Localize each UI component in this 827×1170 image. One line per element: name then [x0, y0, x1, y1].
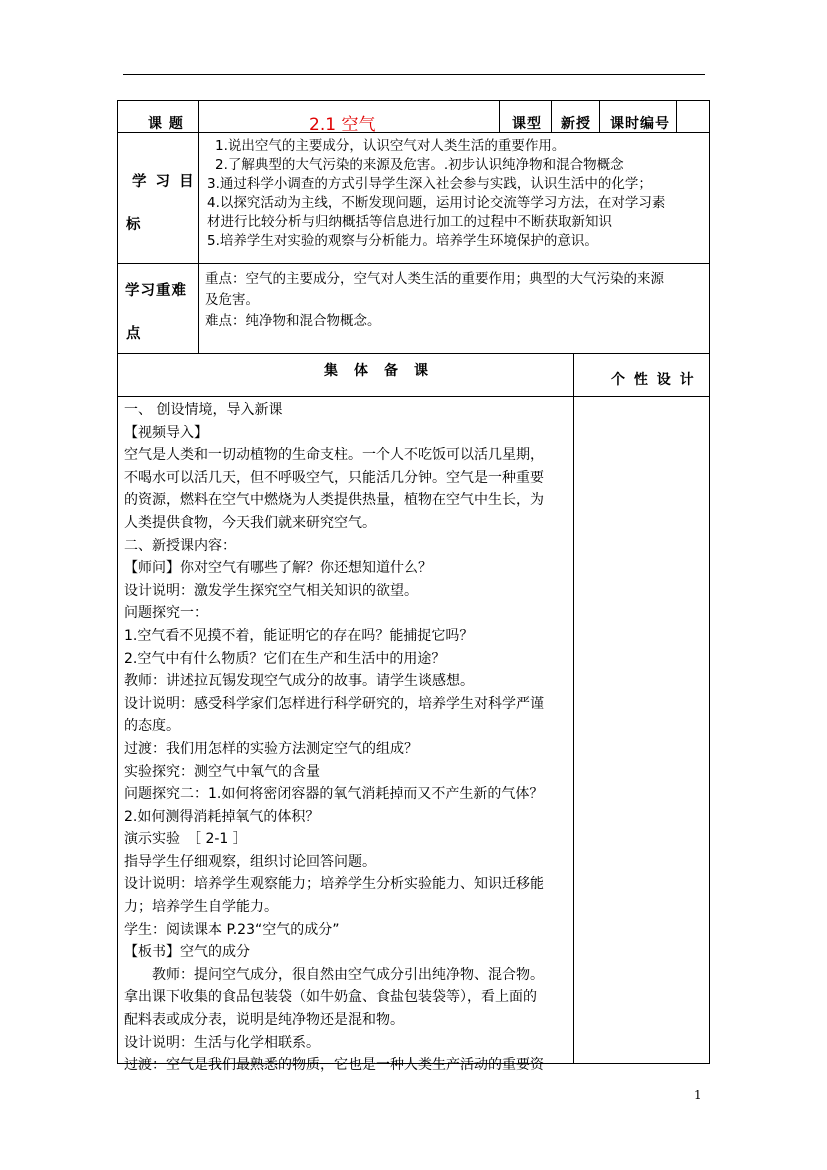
keypoints-label-line1: 学习重难 — [125, 283, 187, 299]
lesson-plan-line: 1.空气看不见摸不着，能证明它的存在吗？能捕捉它吗？ — [124, 627, 474, 644]
keypoints-label-line2: 点 — [126, 326, 142, 342]
title-cell — [198, 100, 500, 133]
lesson-plan-line: 二、新授课内容： — [124, 537, 236, 554]
header-rule — [123, 74, 705, 75]
lesson-plan-line: 设计说明：培养学生观察能力；培养学生分析实验能力、知识迁移能 — [124, 876, 544, 893]
objective-item: 5.培养学生对实验的观察与分析能力。培养学生环境保护的意识。 — [207, 233, 598, 249]
type-label-cell — [499, 100, 552, 133]
lesson-plan-line: 的资源，燃料在空气中燃烧为人类提供热量，植物在空气中生长，为 — [124, 492, 544, 509]
type-label: 课型 — [512, 116, 542, 132]
lesson-plan-line: 教师：讲述拉瓦锡发现空气成分的故事。请学生谈感想。 — [124, 673, 474, 690]
lesson-plan-line: 2.空气中有什么物质？它们在生产和生活中的用途？ — [124, 650, 446, 667]
lesson-plan-line: 2.如何测得消耗掉氧气的体积？ — [124, 808, 320, 825]
lesson-plan-line: 【视频导入】 — [124, 424, 208, 441]
lesson-plan-line: 教师：提问空气成分，很自然由空气成分引出纯净物、混合物。 — [124, 966, 544, 983]
personal-body-cell — [573, 396, 710, 1064]
objectives-label-line2: 标 — [126, 217, 142, 233]
lesson-plan-line: 【板书】空气的成分 — [124, 944, 250, 961]
objective-item: 材进行比较分析与归纳概括等信息进行加工的过程中不断获取新知识 — [207, 214, 612, 230]
objectives-content-cell — [198, 132, 710, 264]
personal-header: 个 性 设 计 — [611, 372, 696, 388]
course-label-cell — [117, 100, 199, 133]
collective-header: 集 体 备 课 — [324, 363, 429, 379]
type-value: 新授 — [561, 116, 591, 132]
page-number: 1 — [694, 1088, 702, 1102]
code-label: 课时编号 — [610, 116, 670, 132]
lesson-plan-line: 不喝水可以活几天，但不呼吸空气，只能活几分钟。空气是一种重要 — [124, 469, 544, 486]
lesson-plan-line: 实验探究：测空气中氧气的含量 — [124, 763, 320, 780]
objectives-label-line1: 学 习 目 — [132, 174, 196, 190]
lesson-plan-line: 问题探究一： — [124, 605, 208, 622]
keypoint-line: 及危害。 — [205, 292, 259, 308]
keypoint-line: 重点：空气的主要成分，空气对人类生活的重要作用；典型的大气污染的来源 — [205, 271, 664, 287]
lesson-plan-line: 学生：阅读课本 P.23“空气的成分” — [124, 921, 340, 938]
collective-body-cell — [117, 396, 574, 1074]
lesson-plan-line: 演示实验 ［ 2-1 ］ — [124, 831, 247, 848]
keypoint-line: 难点：纯净物和混合物概念。 — [205, 313, 381, 329]
lesson-plan-line: 力；培养学生自学能力。 — [124, 899, 278, 916]
objective-item: 3.通过科学小调查的方式引导学生深入社会参与实践，认识生活中的化学； — [207, 176, 652, 192]
collective-header-cell — [117, 353, 574, 397]
lesson-plan-line: 人类提供食物，今天我们就来研究空气。 — [124, 514, 376, 531]
keypoints-content-cell — [198, 263, 710, 354]
type-value-cell — [551, 100, 600, 133]
code-value-cell — [676, 100, 710, 133]
lesson-title: 2.1 空气 — [309, 115, 376, 135]
keypoints-label-cell — [117, 263, 199, 354]
lesson-plan-line: 空气是人类和一切动植物的生命支柱。一个人不吃饭可以活几星期， — [124, 447, 544, 464]
lesson-plan-line: 设计说明：感受科学家们怎样进行科学研究的，培养学生对科学严谨 — [124, 695, 544, 712]
lesson-plan-line: 指导学生仔细观察，组织讨论回答问题。 — [124, 853, 376, 870]
code-label-cell — [599, 100, 677, 133]
lesson-plan-line: 过渡：我们用怎样的实验方法测定空气的组成？ — [124, 740, 418, 757]
lesson-plan-line: 的态度。 — [124, 718, 180, 735]
lesson-plan-line: 配料表或成分表，说明是纯净物还是混和物。 — [124, 1012, 404, 1029]
lesson-plan-line: 过渡：空气是我们最熟悉的物质，它也是一种人类生产活动的重要资 — [124, 1057, 544, 1074]
course-label: 课 题 — [148, 116, 184, 132]
personal-header-cell — [573, 353, 710, 397]
lesson-plan-line: 一、 创设情境，导入新课 — [124, 402, 283, 418]
objective-item: 4.以探究活动为主线，不断发现问题，运用讨论交流等学习方法，在对学习素 — [207, 195, 666, 211]
lesson-plan-line: 设计说明：生活与化学相联系。 — [124, 1034, 320, 1051]
objective-item: 2.了解典型的大气污染的来源及危害。.初步认识纯净物和混合物概念 — [215, 157, 624, 173]
objectives-label-cell — [117, 132, 199, 264]
lesson-plan-line: 拿出课下收集的食品包装袋（如牛奶盒、食盐包装袋等），看上面的 — [124, 989, 537, 1006]
objective-item: 1.说出空气的主要成分，认识空气对人类生活的重要作用。 — [215, 138, 566, 154]
lesson-plan-line: 【师问】你对空气有哪些了解？你还想知道什么？ — [124, 560, 432, 577]
lesson-plan-line: 设计说明：激发学生探究空气相关知识的欲望。 — [124, 582, 418, 599]
lesson-plan-line: 问题探究二：1.如何将密闭容器的氧气消耗掉而又不产生新的气体？ — [124, 786, 544, 803]
